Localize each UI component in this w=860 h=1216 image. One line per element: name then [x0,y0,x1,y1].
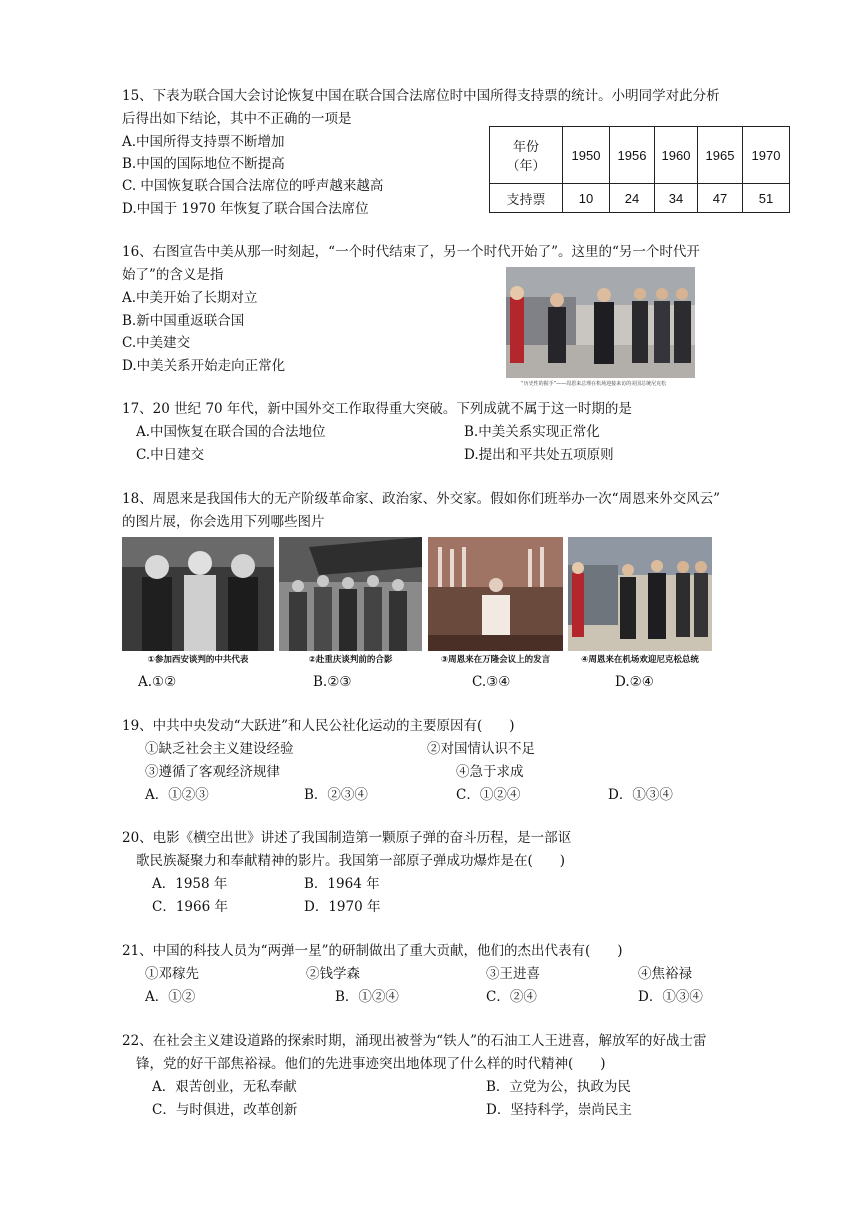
q19-item-1: ①缺乏社会主义建设经验 [145,741,294,757]
q17-stem: 17、20 世纪 70 年代，新中国外交工作取得重大突破。下列成就不属于这一时期的是 [122,401,632,417]
photo-xian-negotiation [122,537,274,651]
q22-option-b: B．立党为公，执政为民 [486,1079,631,1095]
q22-stem-line2: 锋，党的好干部焦裕禄。他们的先进事迹突出地体现了什么样的时代精神( ) [136,1056,606,1072]
votes-cell: 10 [563,184,610,213]
q20-option-b: B．1964 年 [304,876,380,892]
q19-item-2: ②对国情认识不足 [427,741,535,757]
q17-option-d: D.提出和平共处五项原则 [464,447,614,463]
q18-stem-line1: 18、周恩来是我国伟大的无产阶级革命家、政治家、外交家。假如你们班举办一次“周恩来外交风云” [122,491,720,507]
q21-option-a: A．①② [145,989,196,1005]
q19-item-4: ④急于求成 [456,764,524,780]
q21-item-2: ②钱学森 [306,966,360,982]
q16-option-b: B.新中国重返联合国 [122,313,245,329]
q16-option-a: A.中美开始了长期对立 [122,290,258,306]
votes-cell: 24 [610,184,655,213]
q15-stem-line1: 15、下表为联合国大会讨论恢复中国在联合国合法席位时中国所得支持票的统计。小明同学对此分析 [122,88,720,104]
q21-option-c: C．②④ [486,989,537,1005]
handshake-photo-caption: “历史性的握手”——周恩来总理在机场迎接来访的美国总统尼克松 [521,381,667,387]
q15-option-d: D.中国于 1970 年恢复了联合国合法席位 [122,201,369,217]
votes-cell: 51 [743,184,790,213]
q20-option-c: C．1966 年 [152,899,228,915]
year-unit: （年） [506,158,546,173]
table-header-year-label [490,127,563,184]
q15-option-a: A.中国所得支持票不断增加 [122,134,285,150]
year-label: 年份 [512,139,539,154]
photo-bandung-speech [428,537,563,651]
photo-chongqing-group [279,537,422,651]
q22-stem-line1: 22、在社会主义建设道路的探索时期，涌现出被誉为“铁人”的石油工人王进喜，解放军的好战士雷 [122,1033,707,1049]
year-cell: 1970 [743,127,790,184]
q17-option-a: A.中国恢复在联合国的合法地位 [136,424,326,440]
q20-stem-line2: 歌民族凝聚力和奉献精神的影片。我国第一部原子弹成功爆炸是在( ) [136,853,566,869]
q15-option-c: C. 中国恢复联合国合法席位的呼声越来越高 [122,178,384,194]
q19-item-3: ③遵循了客观经济规律 [145,764,280,780]
q21-option-b: B．①②④ [335,989,399,1005]
table-row-label: 支持票 [490,184,563,213]
q19-stem: 19、中共中央发动“大跃进”和人民公社化运动的主要原因有( ) [122,718,515,734]
q22-option-d: D．坚持科学，崇尚民主 [486,1102,632,1118]
q18-stem-line2: 的图片展，你会选用下列哪些图片 [122,514,325,530]
photo-caption-2: ②赴重庆谈判前的合影 [308,655,393,665]
q21-item-4: ④焦裕禄 [638,966,692,982]
q15-stem-line2: 后得出如下结论，其中不正确的一项是 [122,111,352,127]
votes-cell: 34 [655,184,698,213]
support-votes-table [489,126,790,213]
q18-option-b: B.②③ [313,674,352,690]
q21-item-1: ①邓稼先 [145,966,199,982]
q21-item-3: ③王进喜 [486,966,540,982]
q22-option-a: A．艰苦创业，无私奉献 [152,1079,297,1095]
q16-stem-line2: 始了”的含义是指 [122,267,224,283]
q22-option-c: C．与时俱进，改革创新 [152,1102,298,1118]
votes-cell: 47 [698,184,743,213]
year-cell: 1956 [610,127,655,184]
q21-option-d: D．①③④ [638,989,703,1005]
q18-option-a: A.①② [138,674,177,690]
q16-stem-line1: 16、右图宣告中美从那一时刻起，“一个时代结束了，另一个时代开始了”。这里的“另一个时代开 [122,244,700,260]
q18-option-d: D.②④ [615,674,654,690]
q18-option-c: C.③④ [472,674,511,690]
q16-option-d: D.中美关系开始走向正常化 [122,358,286,374]
q16-option-c: C.中美建交 [122,335,191,351]
q20-option-a: A．1958 年 [152,876,228,892]
q21-stem: 21、中国的科技人员为“两弹一星”的研制做出了重大贡献，他们的杰出代表有( ) [122,943,623,959]
q20-option-d: D．1970 年 [304,899,381,915]
q17-option-c: C.中日建交 [136,447,205,463]
photo-caption-1: ①参加西安谈判的中共代表 [147,655,249,665]
q17-option-b: B.中美关系实现正常化 [464,424,600,440]
q19-option-c: C．①②④ [456,787,521,803]
q20-stem-line1: 20、电影《横空出世》讲述了我国制造第一颗原子弹的奋斗历程，是一部讴 [122,830,572,846]
photo-caption-4: ④周恩来在机场欢迎尼克松总统 [581,655,699,665]
q15-option-b: B.中国的国际地位不断提高 [122,156,285,172]
year-cell: 1950 [563,127,610,184]
q19-option-a: A．①②③ [145,787,209,803]
photo-airport-nixon [568,537,712,651]
q19-option-b: B．②③④ [304,787,368,803]
q19-option-d: D．①③④ [608,787,673,803]
year-cell: 1965 [698,127,743,184]
year-cell: 1960 [655,127,698,184]
photo-caption-3: ③周恩来在万隆会议上的发言 [440,655,551,665]
handshake-photo [506,267,695,378]
